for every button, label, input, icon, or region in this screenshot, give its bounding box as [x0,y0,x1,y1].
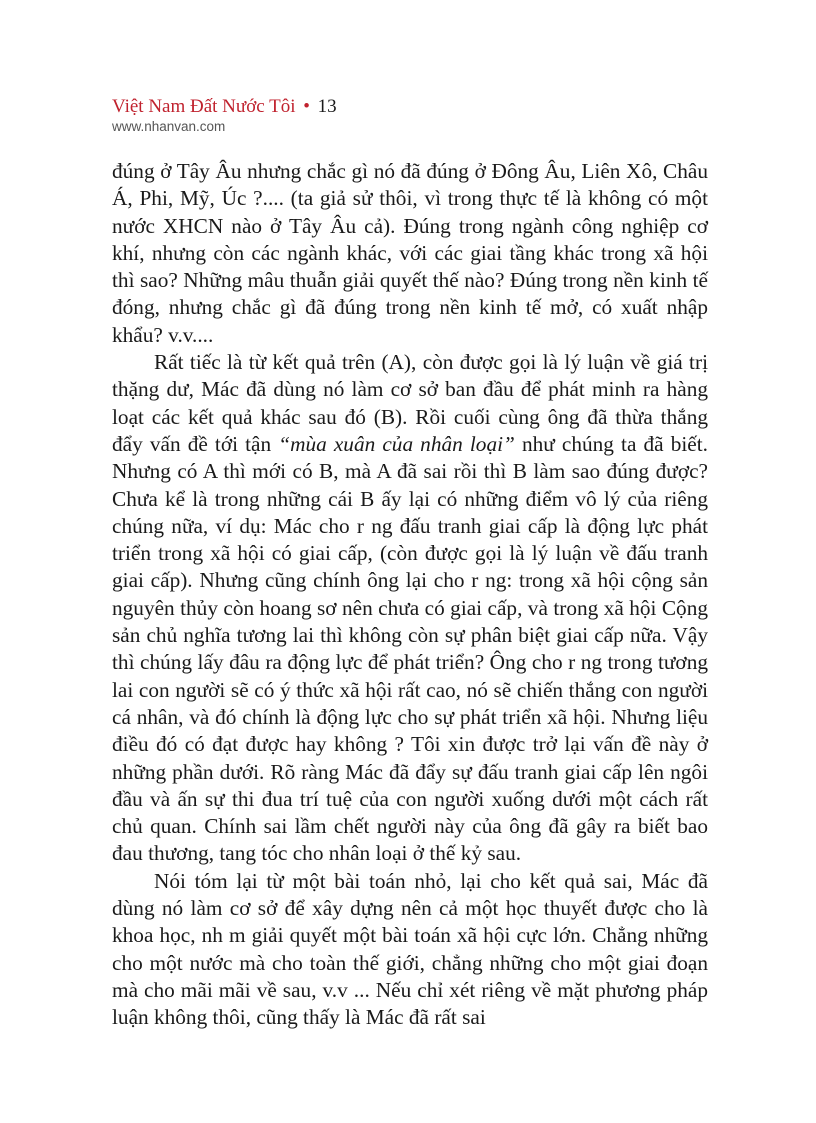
paragraph-1: đúng ở Tây Âu nhưng chắc gì nó đã đúng ở Đông Âu, Liên Xô, Châu Á, Phi, Mỹ, Úc ?.... (ta giả sử thôi, vì trong thực tế là không có một nước XHCN nào ở Tây Âu cả). Đúng trong ngành công nghiệp cơ khí, nhưng còn các ngành khác, với các giai tầng khác trong xã hội thì sao? Những mâu thuẫn giải quyết thế nào? Đúng trong nền kinh tế đóng, nhưng chắc gì đã đúng trong nền kinh tế mở, có xuất nhập khẩu? v.v.... [112,159,708,347]
paragraph-2-part-1: Rất tiếc là từ kết quả trên (A), còn được gọi là lý luận về giá trị thặng dư, Mác đã dùng nó làm cơ sở ban đầu để phát minh ra hàng loạt các kết quả khác sau đó (B). Rồi cuối cùng ông đã thừa thắng đẩy vấn đề tới tận [112,350,708,456]
body-text [112,158,708,1032]
paragraph-2 [112,349,708,868]
book-title: Việt Nam Đất Nước Tôi [112,96,296,117]
paragraph-3: Nói tóm lại từ một bài toán nhỏ, lại cho kết quả sai, Mác đã dùng nó làm cơ sở để xây dựng nên cả một học thuyết được cho là khoa học, nh m giải quyết một bài toán xã hội cực lớn. Chẳng những cho một nước mà cho toàn thế giới, chẳng những cho một giai đoạn mà cho mãi mãi về sau, v.v ... Nếu chỉ xét riêng về mặt phương pháp luận không thôi, cũng thấy là Mác đã rất sai [112,868,708,1030]
quoted-phrase: “mùa xuân của nhân loại” [278,431,515,456]
bullet-separator: • [303,96,310,117]
book-title-line [112,96,337,118]
paragraph-2-part-2: như chúng ta đã biết. Nhưng có A thì mới có B, mà A đã sai rồi thì B làm sao đúng được? Chưa kể là trong những cái B ấy lại có những điểm vô lý của riêng chúng nữa, ví dụ: Mác cho r ng đấu tranh giai cấp là động lực phát triển trong xã hội có giai cấp, (còn được gọi là lý luận về đấu tranh giai cấp). Nhưng cũng chính ông lại cho r ng: trong xã hội cộng sản nguyên thủy còn hoang sơ nên chưa có giai cấp, và trong xã hội Cộng sản chủ nghĩa tương lai thì không còn sự phân biệt giai cấp nữa. Vậy thì chúng lấy đâu ra động lực để phát triển? Ông cho r ng trong tương lai con người sẽ có ý thức xã hội rất cao, nó sẽ chiến thắng con người cá nhân, và đó chính là động lực cho sự phát triển xã hội. Nhưng liệu điều đó có đạt được hay không ? Tôi xin được trở lại vấn đề này ở những phần dưới. Rõ ràng Mác đã đẩy sự đấu tranh giai cấp lên ngôi đầu và ấn sự thi đua trí tuệ của con người xuống dưới một cách rất chủ quan. Chính sai lầm chết người này của ông đã gây ra biết bao đau thương, tang tóc cho nhân loại ở thế kỷ sau. [112,431,708,866]
page-number: 13 [317,96,337,117]
website-url: www.nhanvan.com [112,119,226,134]
running-header [112,96,337,135]
